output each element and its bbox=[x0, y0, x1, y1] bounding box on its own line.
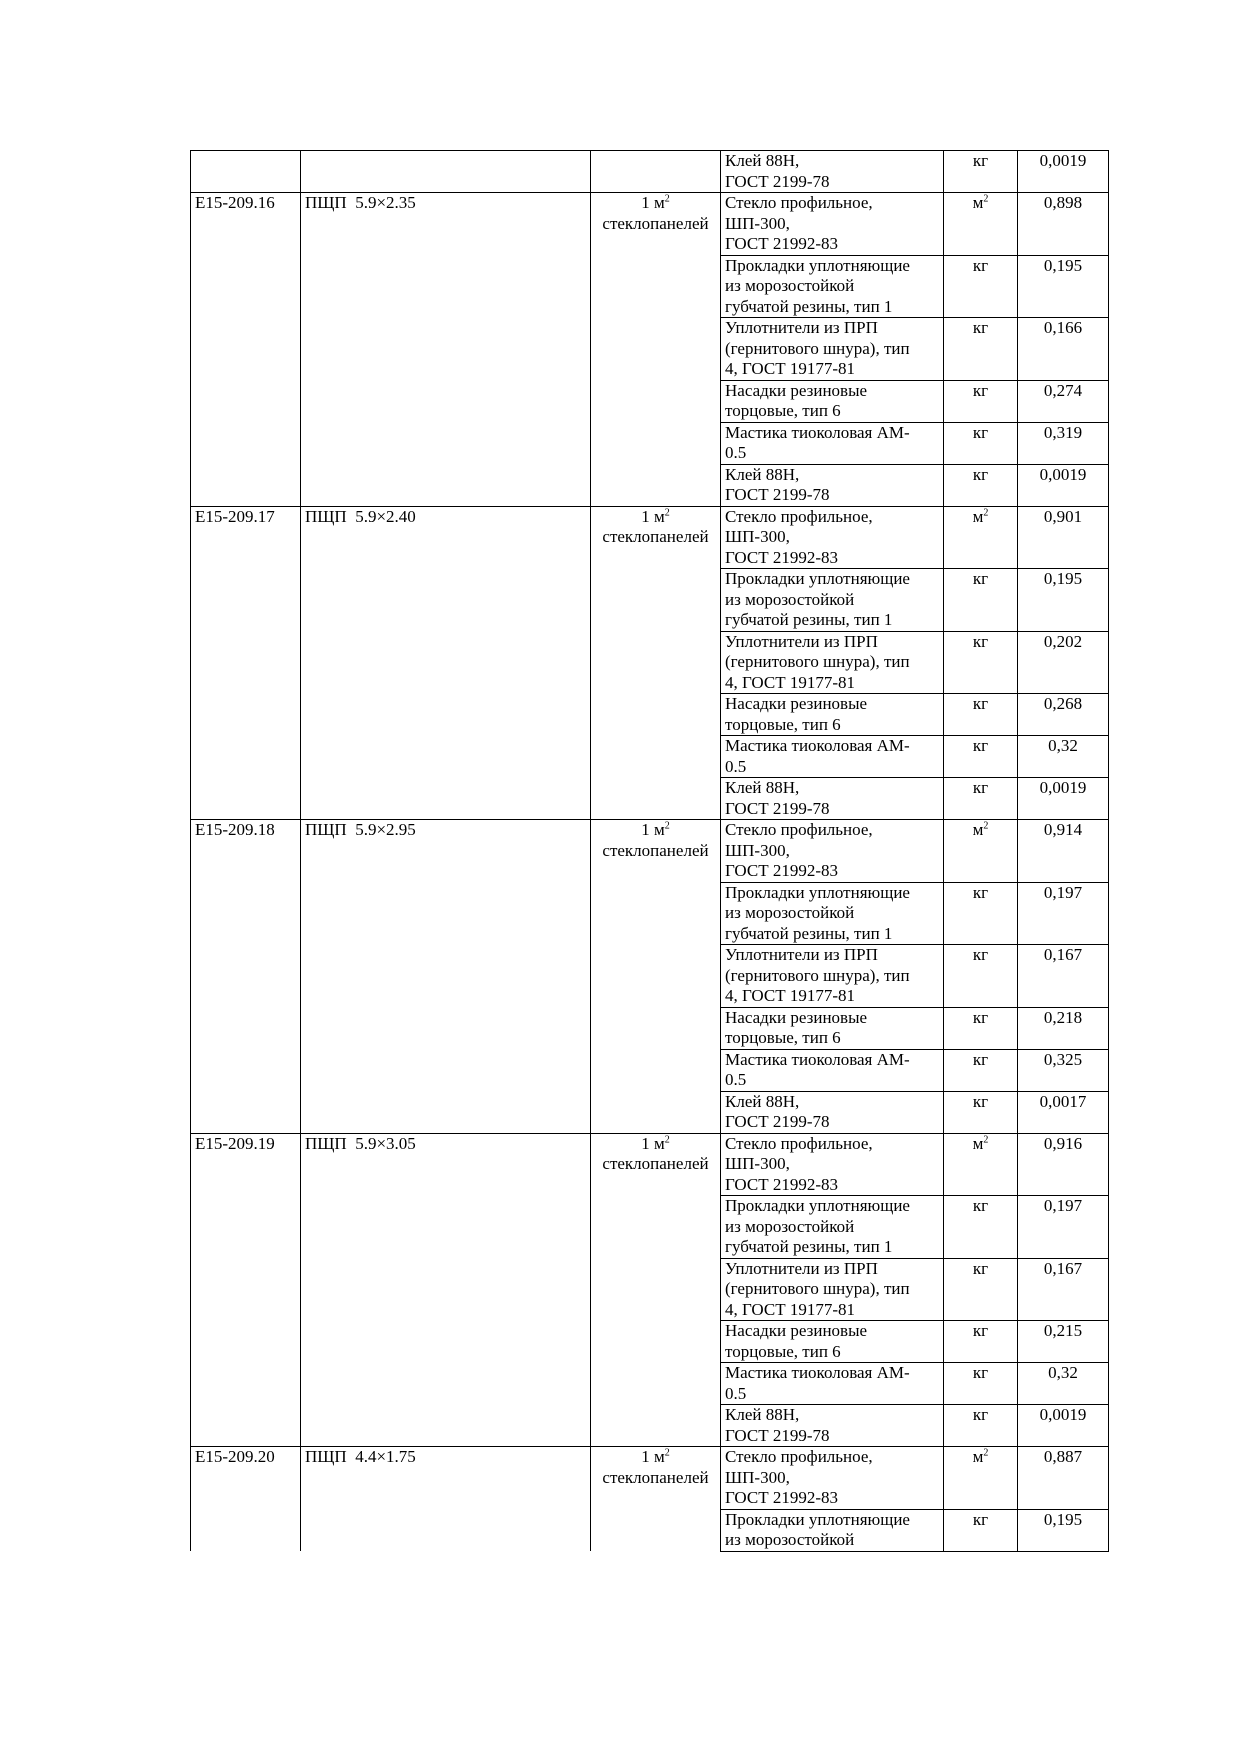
resource-unit bbox=[944, 820, 1018, 883]
resource-quantity: 0,195 bbox=[1018, 569, 1109, 632]
resource-unit bbox=[944, 422, 1018, 464]
panel-name bbox=[301, 1133, 591, 1447]
resource-name: Мастика тиоколовая АМ- 0.5 bbox=[721, 1049, 944, 1091]
resource-unit bbox=[944, 318, 1018, 381]
resource-name: Прокладки уплотняющие из морозостойкой bbox=[721, 1509, 944, 1551]
resource-unit-text: кг bbox=[972, 1405, 989, 1424]
table-row bbox=[191, 1447, 1109, 1510]
resource-unit bbox=[944, 1447, 1018, 1510]
unit-object: стеклопанелей bbox=[602, 840, 709, 860]
table-row bbox=[191, 1133, 1109, 1196]
resource-unit bbox=[944, 736, 1018, 778]
resource-name: Стекло профильное, ШП-300, ГОСТ 21992-83 bbox=[721, 506, 944, 569]
panel-name-text: ПЩП 5.9×3.05 bbox=[305, 1133, 416, 1153]
resource-quantity: 0,0019 bbox=[1018, 151, 1109, 193]
resource-quantity: 0,916 bbox=[1018, 1133, 1109, 1196]
norm-code bbox=[191, 151, 301, 193]
panel-name bbox=[301, 1447, 591, 1552]
resource-unit bbox=[944, 151, 1018, 193]
resource-name: Прокладки уплотняющие из морозостойкой губчатой резины, тип 1 bbox=[721, 569, 944, 632]
resource-quantity: 0,166 bbox=[1018, 318, 1109, 381]
resource-unit-text: кг bbox=[972, 736, 989, 755]
resource-unit-text: кг bbox=[972, 631, 989, 651]
resource-unit-superscript: 2 bbox=[983, 193, 989, 205]
resource-quantity: 0,197 bbox=[1018, 1196, 1109, 1259]
resource-unit-text: кг bbox=[972, 694, 989, 713]
resource-name: Стекло профильное, ШП-300, ГОСТ 21992-83 bbox=[721, 1447, 944, 1510]
resource-unit bbox=[944, 1049, 1018, 1091]
measurement-unit bbox=[591, 193, 721, 507]
resource-quantity: 0,195 bbox=[1018, 1509, 1109, 1551]
resource-quantity: 0,197 bbox=[1018, 882, 1109, 945]
resource-name: Прокладки уплотняющие из морозостойкой губчатой резины, тип 1 bbox=[721, 882, 944, 945]
resource-unit bbox=[944, 778, 1018, 820]
resource-name: Прокладки уплотняющие из морозостойкой губчатой резины, тип 1 bbox=[721, 255, 944, 318]
panel-name bbox=[301, 506, 591, 820]
panel-name bbox=[301, 193, 591, 507]
panel-name bbox=[301, 151, 591, 193]
unit-object: стеклопанелей bbox=[602, 1154, 709, 1173]
resource-name: Уплотнители из ПРП (гернитового шнура), тип 4, ГОСТ 19177-81 bbox=[721, 631, 944, 694]
resource-unit-text: кг bbox=[972, 1509, 989, 1529]
resource-name: Стекло профильное, ШП-300, ГОСТ 21992-83 bbox=[721, 193, 944, 256]
table-row bbox=[191, 506, 1109, 569]
resource-unit-text: м bbox=[972, 1447, 984, 1466]
resource-unit-text: кг bbox=[972, 1091, 989, 1111]
panel-name-text: ПЩП 4.4×1.75 bbox=[305, 1447, 416, 1466]
measurement-unit bbox=[591, 1447, 721, 1552]
resource-quantity: 0,167 bbox=[1018, 1258, 1109, 1321]
unit-superscript: 2 bbox=[664, 820, 670, 832]
table-row bbox=[191, 193, 1109, 256]
unit-value: 1 м bbox=[641, 820, 665, 839]
resource-unit bbox=[944, 1133, 1018, 1196]
resource-quantity: 0,325 bbox=[1018, 1049, 1109, 1091]
measurement-unit bbox=[591, 1133, 721, 1447]
resource-quantity: 0,195 bbox=[1018, 255, 1109, 318]
table-row bbox=[191, 151, 1109, 193]
resource-unit-text: кг bbox=[972, 1196, 989, 1215]
norms-table-body bbox=[191, 151, 1109, 1552]
resource-unit bbox=[944, 882, 1018, 945]
resource-unit-superscript: 2 bbox=[983, 1447, 989, 1459]
resource-quantity: 0,887 bbox=[1018, 1447, 1109, 1510]
resource-name: Насадки резиновые торцовые, тип 6 bbox=[721, 1007, 944, 1049]
resource-unit-text: кг bbox=[972, 1007, 989, 1027]
panel-name-text: ПЩП 5.9×2.40 bbox=[305, 506, 416, 526]
resource-quantity: 0,914 bbox=[1018, 820, 1109, 883]
norm-code: Е15-209.16 bbox=[191, 193, 301, 507]
resource-unit bbox=[944, 631, 1018, 694]
norms-table bbox=[190, 150, 1109, 1552]
norm-code: Е15-209.17 bbox=[191, 506, 301, 820]
measurement-unit bbox=[591, 151, 721, 193]
resource-name: Клей 88Н, ГОСТ 2199-78 bbox=[721, 464, 944, 506]
unit-superscript: 2 bbox=[664, 1447, 670, 1459]
resource-unit bbox=[944, 193, 1018, 256]
resource-quantity: 0,274 bbox=[1018, 380, 1109, 422]
resource-name: Стекло профильное, ШП-300, ГОСТ 21992-83 bbox=[721, 820, 944, 883]
unit-value: 1 м bbox=[641, 1133, 665, 1153]
unit-superscript: 2 bbox=[664, 1133, 670, 1145]
unit-value: 1 м bbox=[641, 506, 665, 526]
norm-code: Е15-209.19 bbox=[191, 1133, 301, 1447]
measurement-unit bbox=[591, 820, 721, 1134]
resource-unit bbox=[944, 1007, 1018, 1049]
unit-superscript: 2 bbox=[664, 506, 670, 518]
resource-unit bbox=[944, 694, 1018, 736]
norm-code: Е15-209.18 bbox=[191, 820, 301, 1134]
resource-unit bbox=[944, 380, 1018, 422]
resource-name: Мастика тиоколовая АМ- 0.5 bbox=[721, 422, 944, 464]
resource-name: Мастика тиоколовая АМ- 0.5 bbox=[721, 1363, 944, 1405]
resource-name: Клей 88Н, ГОСТ 2199-78 bbox=[721, 1091, 944, 1133]
unit-value: 1 м bbox=[641, 193, 665, 212]
table-row bbox=[191, 820, 1109, 883]
resource-quantity: 0,0019 bbox=[1018, 778, 1109, 820]
resource-quantity: 0,901 bbox=[1018, 506, 1109, 569]
unit-object: стеклопанелей bbox=[602, 213, 709, 233]
resource-name: Насадки резиновые торцовые, тип 6 bbox=[721, 380, 944, 422]
resource-unit-text: кг bbox=[972, 1049, 989, 1069]
unit-superscript: 2 bbox=[664, 193, 670, 205]
resource-name: Уплотнители из ПРП (гернитового шнура), тип 4, ГОСТ 19177-81 bbox=[721, 318, 944, 381]
resource-quantity: 0,319 bbox=[1018, 422, 1109, 464]
resource-unit-text: м bbox=[972, 506, 984, 526]
resource-unit bbox=[944, 1091, 1018, 1133]
panel-name-text: ПЩП 5.9×2.95 bbox=[305, 820, 416, 839]
resource-quantity: 0,32 bbox=[1018, 1363, 1109, 1405]
resource-unit-text: кг bbox=[972, 945, 989, 964]
resource-unit-text: м bbox=[972, 193, 984, 212]
resource-name: Мастика тиоколовая АМ- 0.5 bbox=[721, 736, 944, 778]
resource-quantity: 0,0017 bbox=[1018, 1091, 1109, 1133]
resource-unit-text: м bbox=[972, 820, 984, 839]
norm-code: Е15-209.20 bbox=[191, 1447, 301, 1552]
unit-object: стеклопанелей bbox=[602, 527, 709, 546]
resource-quantity: 0,167 bbox=[1018, 945, 1109, 1008]
resource-unit-superscript: 2 bbox=[983, 820, 989, 832]
resource-unit bbox=[944, 569, 1018, 632]
resource-name: Уплотнители из ПРП (гернитового шнура), тип 4, ГОСТ 19177-81 bbox=[721, 1258, 944, 1321]
resource-name: Клей 88Н, ГОСТ 2199-78 bbox=[721, 1405, 944, 1447]
resource-unit bbox=[944, 255, 1018, 318]
resource-quantity: 0,0019 bbox=[1018, 1405, 1109, 1447]
resource-unit bbox=[944, 1321, 1018, 1363]
resource-unit bbox=[944, 506, 1018, 569]
resource-quantity: 0,0019 bbox=[1018, 464, 1109, 506]
measurement-unit bbox=[591, 506, 721, 820]
resource-name: Насадки резиновые торцовые, тип 6 bbox=[721, 694, 944, 736]
resource-unit-text: кг bbox=[972, 778, 989, 797]
panel-name bbox=[301, 820, 591, 1134]
resource-quantity: 0,268 bbox=[1018, 694, 1109, 736]
resource-unit bbox=[944, 1405, 1018, 1447]
resource-unit bbox=[944, 1196, 1018, 1259]
resource-name: Уплотнители из ПРП (гернитового шнура), тип 4, ГОСТ 19177-81 bbox=[721, 945, 944, 1008]
resource-quantity: 0,202 bbox=[1018, 631, 1109, 694]
resource-unit-text: м bbox=[972, 1133, 984, 1153]
resource-name: Клей 88Н, ГОСТ 2199-78 bbox=[721, 778, 944, 820]
resource-unit-text: кг bbox=[972, 255, 989, 275]
resource-unit-text: кг bbox=[972, 569, 989, 588]
unit-value: 1 м bbox=[641, 1447, 665, 1466]
resource-quantity: 0,898 bbox=[1018, 193, 1109, 256]
panel-name-text: ПЩП 5.9×2.35 bbox=[305, 193, 416, 212]
resource-unit bbox=[944, 464, 1018, 506]
unit-object: стеклопанелей bbox=[602, 1467, 709, 1487]
resource-unit bbox=[944, 945, 1018, 1008]
resource-unit-text: кг bbox=[972, 1258, 989, 1278]
resource-name: Насадки резиновые торцовые, тип 6 bbox=[721, 1321, 944, 1363]
resource-quantity: 0,215 bbox=[1018, 1321, 1109, 1363]
resource-unit bbox=[944, 1363, 1018, 1405]
resource-unit-text: кг bbox=[972, 380, 989, 400]
resource-name: Клей 88Н, ГОСТ 2199-78 bbox=[721, 151, 944, 193]
resource-unit-text: кг bbox=[972, 318, 989, 337]
resource-name: Прокладки уплотняющие из морозостойкой губчатой резины, тип 1 bbox=[721, 1196, 944, 1259]
resource-quantity: 0,218 bbox=[1018, 1007, 1109, 1049]
resource-unit-text: кг bbox=[972, 151, 989, 170]
resource-unit-text: кг bbox=[972, 464, 989, 484]
resource-unit-text: кг bbox=[972, 422, 989, 442]
resource-name: Стекло профильное, ШП-300, ГОСТ 21992-83 bbox=[721, 1133, 944, 1196]
resource-unit-superscript: 2 bbox=[983, 506, 989, 518]
resource-unit-text: кг bbox=[972, 1363, 989, 1382]
resource-unit-text: кг bbox=[972, 1321, 989, 1340]
resource-unit-text: кг bbox=[972, 882, 989, 902]
resource-unit bbox=[944, 1258, 1018, 1321]
resource-unit bbox=[944, 1509, 1018, 1551]
resource-quantity: 0,32 bbox=[1018, 736, 1109, 778]
resource-unit-superscript: 2 bbox=[983, 1133, 989, 1145]
